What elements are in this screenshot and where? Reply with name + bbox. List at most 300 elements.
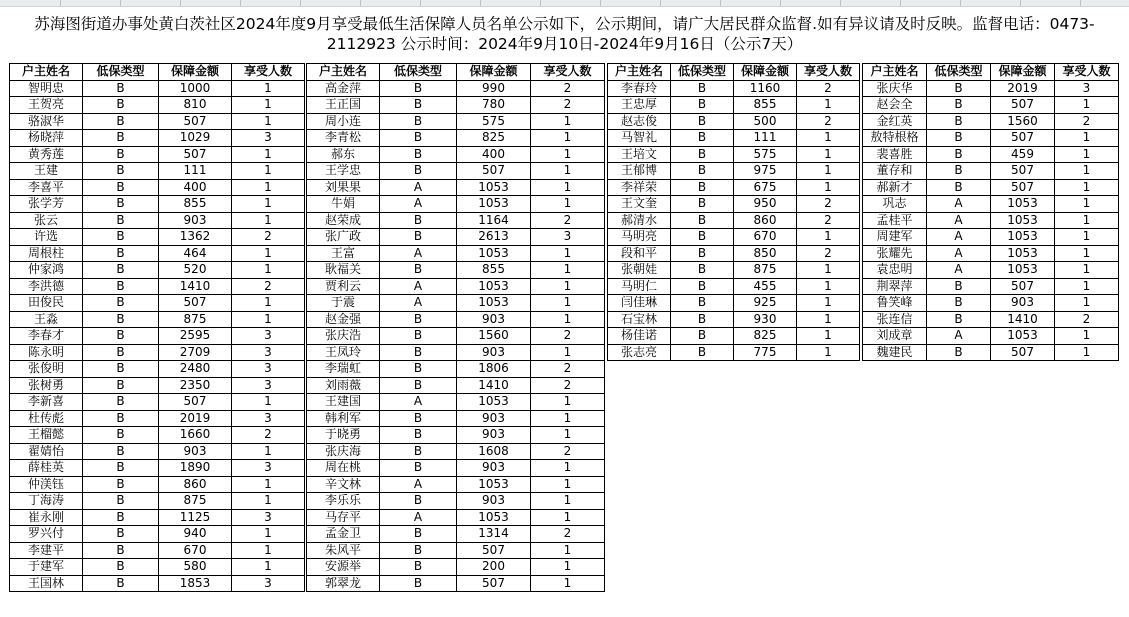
cell-name[interactable]: 鲁笑峰 bbox=[863, 295, 927, 312]
cell-count[interactable]: 1 bbox=[531, 394, 605, 411]
cell-count[interactable]: 1 bbox=[1055, 196, 1119, 213]
cell-type[interactable]: B bbox=[83, 427, 159, 444]
cell-count[interactable]: 1 bbox=[232, 493, 305, 510]
cell-amount[interactable]: 507 bbox=[991, 130, 1055, 147]
cell-count[interactable]: 1 bbox=[531, 476, 605, 493]
cell-type[interactable]: B bbox=[671, 311, 734, 328]
cell-amount[interactable]: 903 bbox=[457, 410, 531, 427]
cell-count[interactable]: 2 bbox=[1055, 311, 1119, 328]
cell-count[interactable]: 1 bbox=[797, 328, 860, 345]
cell-amount[interactable]: 903 bbox=[457, 493, 531, 510]
cell-type[interactable]: B bbox=[83, 460, 159, 477]
cell-type[interactable]: B bbox=[671, 344, 734, 361]
cell-type[interactable]: B bbox=[380, 229, 457, 246]
cell-amount[interactable]: 1053 bbox=[457, 509, 531, 526]
cell-name[interactable]: 金红英 bbox=[863, 113, 927, 130]
cell-amount[interactable]: 575 bbox=[457, 113, 531, 130]
cell-amount[interactable]: 507 bbox=[991, 278, 1055, 295]
cell-amount[interactable]: 520 bbox=[159, 262, 232, 279]
cell-name[interactable]: 张志亮 bbox=[608, 344, 671, 361]
cell-name[interactable]: 张庆华 bbox=[863, 80, 927, 97]
cell-name[interactable]: 李喜平 bbox=[10, 179, 83, 196]
cell-count[interactable]: 3 bbox=[1055, 80, 1119, 97]
cell-name[interactable]: 田俊民 bbox=[10, 295, 83, 312]
cell-amount[interactable]: 850 bbox=[734, 245, 797, 262]
cell-type[interactable]: B bbox=[83, 410, 159, 427]
cell-amount[interactable]: 1164 bbox=[457, 212, 531, 229]
cell-amount[interactable]: 507 bbox=[991, 163, 1055, 180]
cell-type[interactable]: B bbox=[380, 262, 457, 279]
cell-name[interactable]: 王凤玲 bbox=[307, 344, 380, 361]
cell-amount[interactable]: 507 bbox=[159, 113, 232, 130]
cell-count[interactable]: 1 bbox=[232, 212, 305, 229]
cell-amount[interactable]: 903 bbox=[457, 311, 531, 328]
cell-amount[interactable]: 875 bbox=[734, 262, 797, 279]
cell-count[interactable]: 2 bbox=[531, 328, 605, 345]
cell-type[interactable]: A bbox=[927, 328, 991, 345]
cell-type[interactable]: A bbox=[927, 196, 991, 213]
cell-count[interactable]: 1 bbox=[531, 179, 605, 196]
cell-count[interactable]: 1 bbox=[1055, 295, 1119, 312]
cell-count[interactable]: 1 bbox=[1055, 278, 1119, 295]
cell-type[interactable]: B bbox=[83, 361, 159, 378]
cell-name[interactable]: 董存和 bbox=[863, 163, 927, 180]
cell-type[interactable]: B bbox=[927, 113, 991, 130]
cell-type[interactable]: B bbox=[671, 130, 734, 147]
cell-name[interactable]: 安源举 bbox=[307, 559, 380, 576]
cell-count[interactable]: 1 bbox=[1055, 146, 1119, 163]
cell-count[interactable]: 2 bbox=[531, 443, 605, 460]
cell-amount[interactable]: 1314 bbox=[457, 526, 531, 543]
cell-type[interactable]: B bbox=[83, 97, 159, 114]
cell-count[interactable]: 1 bbox=[797, 229, 860, 246]
cell-count[interactable]: 1 bbox=[232, 113, 305, 130]
cell-name[interactable]: 王郁博 bbox=[608, 163, 671, 180]
cell-count[interactable]: 2 bbox=[797, 212, 860, 229]
cell-amount[interactable]: 1053 bbox=[457, 278, 531, 295]
cell-count[interactable]: 2 bbox=[232, 278, 305, 295]
cell-type[interactable]: B bbox=[83, 212, 159, 229]
cell-type[interactable]: B bbox=[927, 344, 991, 361]
cell-type[interactable]: B bbox=[380, 427, 457, 444]
cell-count[interactable]: 2 bbox=[531, 377, 605, 394]
cell-type[interactable]: B bbox=[380, 212, 457, 229]
cell-amount[interactable]: 875 bbox=[159, 311, 232, 328]
cell-count[interactable]: 1 bbox=[531, 295, 605, 312]
cell-amount[interactable]: 860 bbox=[734, 212, 797, 229]
cell-type[interactable]: B bbox=[83, 328, 159, 345]
cell-amount[interactable]: 575 bbox=[734, 146, 797, 163]
cell-count[interactable]: 1 bbox=[797, 262, 860, 279]
cell-name[interactable]: 王正国 bbox=[307, 97, 380, 114]
cell-amount[interactable]: 1410 bbox=[991, 311, 1055, 328]
cell-count[interactable]: 1 bbox=[531, 146, 605, 163]
cell-type[interactable]: B bbox=[83, 493, 159, 510]
cell-amount[interactable]: 1053 bbox=[991, 328, 1055, 345]
cell-name[interactable]: 张云 bbox=[10, 212, 83, 229]
cell-name[interactable]: 郝新才 bbox=[863, 179, 927, 196]
cell-count[interactable]: 3 bbox=[232, 130, 305, 147]
header-name[interactable]: 户主姓名 bbox=[307, 64, 380, 81]
cell-amount[interactable]: 507 bbox=[457, 542, 531, 559]
cell-amount[interactable]: 930 bbox=[734, 311, 797, 328]
cell-name[interactable]: 王国林 bbox=[10, 575, 83, 592]
cell-amount[interactable]: 825 bbox=[734, 328, 797, 345]
cell-type[interactable]: B bbox=[83, 113, 159, 130]
cell-amount[interactable]: 990 bbox=[457, 80, 531, 97]
cell-type[interactable]: B bbox=[83, 344, 159, 361]
cell-name[interactable]: 裴喜胜 bbox=[863, 146, 927, 163]
cell-amount[interactable]: 903 bbox=[159, 212, 232, 229]
cell-amount[interactable]: 507 bbox=[159, 394, 232, 411]
cell-type[interactable]: B bbox=[83, 575, 159, 592]
cell-count[interactable]: 1 bbox=[232, 559, 305, 576]
cell-name[interactable]: 于震 bbox=[307, 295, 380, 312]
cell-name[interactable]: 许选 bbox=[10, 229, 83, 246]
cell-count[interactable]: 1 bbox=[232, 80, 305, 97]
cell-count[interactable]: 3 bbox=[232, 328, 305, 345]
cell-type[interactable]: B bbox=[83, 377, 159, 394]
cell-amount[interactable]: 1362 bbox=[159, 229, 232, 246]
cell-amount[interactable]: 1053 bbox=[457, 394, 531, 411]
cell-type[interactable]: B bbox=[671, 196, 734, 213]
cell-name[interactable]: 于晓勇 bbox=[307, 427, 380, 444]
cell-type[interactable]: B bbox=[380, 80, 457, 97]
cell-amount[interactable]: 507 bbox=[457, 163, 531, 180]
cell-name[interactable]: 辛文林 bbox=[307, 476, 380, 493]
cell-name[interactable]: 王贺亮 bbox=[10, 97, 83, 114]
cell-amount[interactable]: 507 bbox=[159, 295, 232, 312]
cell-count[interactable]: 3 bbox=[232, 460, 305, 477]
cell-type[interactable]: B bbox=[83, 245, 159, 262]
cell-amount[interactable]: 464 bbox=[159, 245, 232, 262]
cell-type[interactable]: B bbox=[671, 278, 734, 295]
cell-amount[interactable]: 940 bbox=[159, 526, 232, 543]
cell-amount[interactable]: 903 bbox=[457, 460, 531, 477]
cell-name[interactable]: 智明忠 bbox=[10, 80, 83, 97]
cell-amount[interactable]: 670 bbox=[159, 542, 232, 559]
cell-name[interactable]: 张树勇 bbox=[10, 377, 83, 394]
cell-type[interactable]: B bbox=[83, 278, 159, 295]
cell-type[interactable]: B bbox=[83, 509, 159, 526]
cell-count[interactable]: 1 bbox=[797, 146, 860, 163]
cell-type[interactable]: B bbox=[671, 163, 734, 180]
cell-type[interactable]: B bbox=[671, 229, 734, 246]
cell-amount[interactable]: 2613 bbox=[457, 229, 531, 246]
cell-count[interactable]: 1 bbox=[232, 262, 305, 279]
cell-type[interactable]: B bbox=[671, 295, 734, 312]
cell-type[interactable]: B bbox=[671, 80, 734, 97]
header-amount[interactable]: 保障金额 bbox=[159, 64, 232, 81]
cell-count[interactable]: 2 bbox=[531, 526, 605, 543]
cell-count[interactable]: 1 bbox=[232, 476, 305, 493]
cell-amount[interactable]: 455 bbox=[734, 278, 797, 295]
cell-count[interactable]: 3 bbox=[232, 575, 305, 592]
cell-amount[interactable]: 111 bbox=[159, 163, 232, 180]
cell-name[interactable]: 丁海涛 bbox=[10, 493, 83, 510]
cell-amount[interactable]: 1053 bbox=[457, 476, 531, 493]
cell-type[interactable]: B bbox=[83, 394, 159, 411]
cell-amount[interactable]: 925 bbox=[734, 295, 797, 312]
cell-amount[interactable]: 1806 bbox=[457, 361, 531, 378]
cell-name[interactable]: 王建 bbox=[10, 163, 83, 180]
cell-name[interactable]: 赵会全 bbox=[863, 97, 927, 114]
cell-name[interactable]: 罗兴付 bbox=[10, 526, 83, 543]
cell-name[interactable]: 李瑞虹 bbox=[307, 361, 380, 378]
cell-type[interactable]: A bbox=[927, 212, 991, 229]
cell-name[interactable]: 高金萍 bbox=[307, 80, 380, 97]
cell-count[interactable]: 1 bbox=[531, 410, 605, 427]
cell-amount[interactable]: 810 bbox=[159, 97, 232, 114]
cell-count[interactable]: 1 bbox=[232, 196, 305, 213]
cell-type[interactable]: B bbox=[83, 443, 159, 460]
cell-amount[interactable]: 1053 bbox=[991, 262, 1055, 279]
cell-amount[interactable]: 2595 bbox=[159, 328, 232, 345]
cell-amount[interactable]: 975 bbox=[734, 163, 797, 180]
cell-amount[interactable]: 780 bbox=[457, 97, 531, 114]
cell-count[interactable]: 1 bbox=[797, 163, 860, 180]
cell-count[interactable]: 1 bbox=[1055, 262, 1119, 279]
cell-count[interactable]: 1 bbox=[1055, 328, 1119, 345]
cell-name[interactable]: 马明亮 bbox=[608, 229, 671, 246]
cell-name[interactable]: 崔永刚 bbox=[10, 509, 83, 526]
cell-count[interactable]: 1 bbox=[531, 542, 605, 559]
cell-amount[interactable]: 903 bbox=[457, 344, 531, 361]
cell-type[interactable]: B bbox=[83, 559, 159, 576]
cell-count[interactable]: 1 bbox=[1055, 179, 1119, 196]
cell-count[interactable]: 1 bbox=[1055, 130, 1119, 147]
cell-type[interactable]: B bbox=[380, 113, 457, 130]
cell-type[interactable]: A bbox=[380, 179, 457, 196]
cell-type[interactable]: B bbox=[83, 526, 159, 543]
cell-type[interactable]: B bbox=[380, 328, 457, 345]
cell-amount[interactable]: 580 bbox=[159, 559, 232, 576]
cell-type[interactable]: B bbox=[927, 179, 991, 196]
cell-count[interactable]: 2 bbox=[797, 196, 860, 213]
cell-amount[interactable]: 1890 bbox=[159, 460, 232, 477]
cell-name[interactable]: 薛桂英 bbox=[10, 460, 83, 477]
cell-name[interactable]: 陈永明 bbox=[10, 344, 83, 361]
cell-name[interactable]: 于建军 bbox=[10, 559, 83, 576]
cell-amount[interactable]: 775 bbox=[734, 344, 797, 361]
cell-count[interactable]: 1 bbox=[531, 460, 605, 477]
cell-type[interactable]: B bbox=[83, 542, 159, 559]
cell-name[interactable]: 骆淑华 bbox=[10, 113, 83, 130]
header-name[interactable]: 户主姓名 bbox=[863, 64, 927, 81]
cell-type[interactable]: B bbox=[380, 542, 457, 559]
cell-type[interactable]: B bbox=[671, 179, 734, 196]
cell-name[interactable]: 赵志俊 bbox=[608, 113, 671, 130]
cell-count[interactable]: 1 bbox=[232, 97, 305, 114]
cell-amount[interactable]: 675 bbox=[734, 179, 797, 196]
cell-amount[interactable]: 1053 bbox=[991, 245, 1055, 262]
header-amount[interactable]: 保障金额 bbox=[991, 64, 1055, 81]
cell-name[interactable]: 巩志 bbox=[863, 196, 927, 213]
cell-type[interactable]: A bbox=[380, 278, 457, 295]
cell-name[interactable]: 张学芳 bbox=[10, 196, 83, 213]
cell-count[interactable]: 2 bbox=[232, 427, 305, 444]
cell-type[interactable]: B bbox=[380, 526, 457, 543]
cell-type[interactable]: A bbox=[380, 394, 457, 411]
cell-type[interactable]: B bbox=[83, 262, 159, 279]
cell-name[interactable]: 孟桂平 bbox=[863, 212, 927, 229]
cell-amount[interactable]: 111 bbox=[734, 130, 797, 147]
header-type[interactable]: 低保类型 bbox=[83, 64, 159, 81]
cell-type[interactable]: B bbox=[671, 212, 734, 229]
cell-type[interactable]: B bbox=[83, 229, 159, 246]
cell-count[interactable]: 1 bbox=[797, 295, 860, 312]
cell-count[interactable]: 1 bbox=[531, 344, 605, 361]
cell-type[interactable]: B bbox=[83, 146, 159, 163]
cell-name[interactable]: 张连信 bbox=[863, 311, 927, 328]
cell-name[interactable]: 周在桃 bbox=[307, 460, 380, 477]
cell-type[interactable]: B bbox=[83, 80, 159, 97]
cell-amount[interactable]: 200 bbox=[457, 559, 531, 576]
cell-type[interactable]: B bbox=[927, 311, 991, 328]
cell-count[interactable]: 1 bbox=[1055, 163, 1119, 180]
cell-amount[interactable]: 875 bbox=[159, 493, 232, 510]
cell-name[interactable]: 马存平 bbox=[307, 509, 380, 526]
cell-type[interactable]: B bbox=[380, 361, 457, 378]
cell-name[interactable]: 仲渼钰 bbox=[10, 476, 83, 493]
cell-count[interactable]: 1 bbox=[232, 311, 305, 328]
cell-amount[interactable]: 855 bbox=[159, 196, 232, 213]
cell-amount[interactable]: 1053 bbox=[457, 295, 531, 312]
cell-name[interactable]: 刘成章 bbox=[863, 328, 927, 345]
cell-type[interactable]: B bbox=[380, 443, 457, 460]
cell-name[interactable]: 周小连 bbox=[307, 113, 380, 130]
cell-count[interactable]: 1 bbox=[797, 97, 860, 114]
cell-name[interactable]: 张耀先 bbox=[863, 245, 927, 262]
cell-count[interactable]: 1 bbox=[531, 278, 605, 295]
cell-name[interactable]: 李洪德 bbox=[10, 278, 83, 295]
cell-amount[interactable]: 1410 bbox=[159, 278, 232, 295]
cell-amount[interactable]: 2350 bbox=[159, 377, 232, 394]
cell-name[interactable]: 王榴懿 bbox=[10, 427, 83, 444]
cell-type[interactable]: B bbox=[380, 163, 457, 180]
cell-type[interactable]: A bbox=[380, 295, 457, 312]
cell-count[interactable]: 1 bbox=[232, 526, 305, 543]
cell-count[interactable]: 1 bbox=[1055, 97, 1119, 114]
cell-name[interactable]: 刘雨薇 bbox=[307, 377, 380, 394]
cell-name[interactable]: 王培文 bbox=[608, 146, 671, 163]
cell-amount[interactable]: 507 bbox=[457, 575, 531, 592]
cell-type[interactable]: B bbox=[927, 278, 991, 295]
cell-type[interactable]: B bbox=[380, 575, 457, 592]
cell-name[interactable]: 马智礼 bbox=[608, 130, 671, 147]
cell-name[interactable]: 刘果果 bbox=[307, 179, 380, 196]
cell-amount[interactable]: 507 bbox=[159, 146, 232, 163]
cell-amount[interactable]: 1660 bbox=[159, 427, 232, 444]
cell-name[interactable]: 杨晓萍 bbox=[10, 130, 83, 147]
cell-amount[interactable]: 1125 bbox=[159, 509, 232, 526]
cell-count[interactable]: 1 bbox=[232, 163, 305, 180]
header-type[interactable]: 低保类型 bbox=[380, 64, 457, 81]
cell-count[interactable]: 1 bbox=[232, 146, 305, 163]
cell-type[interactable]: B bbox=[927, 146, 991, 163]
cell-name[interactable]: 周根柱 bbox=[10, 245, 83, 262]
cell-amount[interactable]: 507 bbox=[991, 97, 1055, 114]
cell-type[interactable]: B bbox=[671, 113, 734, 130]
cell-count[interactable]: 1 bbox=[232, 245, 305, 262]
cell-type[interactable]: B bbox=[83, 295, 159, 312]
cell-amount[interactable]: 1853 bbox=[159, 575, 232, 592]
cell-name[interactable]: 郝清水 bbox=[608, 212, 671, 229]
cell-name[interactable]: 张庆浩 bbox=[307, 328, 380, 345]
cell-name[interactable]: 李青松 bbox=[307, 130, 380, 147]
cell-count[interactable]: 2 bbox=[797, 113, 860, 130]
cell-type[interactable]: B bbox=[83, 476, 159, 493]
cell-amount[interactable]: 1053 bbox=[991, 212, 1055, 229]
cell-type[interactable]: B bbox=[927, 97, 991, 114]
cell-amount[interactable]: 1410 bbox=[457, 377, 531, 394]
cell-amount[interactable]: 855 bbox=[457, 262, 531, 279]
cell-count[interactable]: 1 bbox=[531, 196, 605, 213]
cell-amount[interactable]: 1029 bbox=[159, 130, 232, 147]
cell-count[interactable]: 1 bbox=[232, 179, 305, 196]
cell-amount[interactable]: 2709 bbox=[159, 344, 232, 361]
cell-count[interactable]: 1 bbox=[531, 559, 605, 576]
cell-name[interactable]: 杜传彪 bbox=[10, 410, 83, 427]
cell-amount[interactable]: 1053 bbox=[991, 229, 1055, 246]
cell-count[interactable]: 1 bbox=[797, 344, 860, 361]
cell-type[interactable]: B bbox=[671, 328, 734, 345]
cell-name[interactable]: 朱风平 bbox=[307, 542, 380, 559]
header-name[interactable]: 户主姓名 bbox=[10, 64, 83, 81]
cell-amount[interactable]: 950 bbox=[734, 196, 797, 213]
cell-name[interactable]: 赵金强 bbox=[307, 311, 380, 328]
cell-amount[interactable]: 1560 bbox=[457, 328, 531, 345]
cell-name[interactable]: 魏建民 bbox=[863, 344, 927, 361]
cell-name[interactable]: 马明仁 bbox=[608, 278, 671, 295]
cell-name[interactable]: 张广政 bbox=[307, 229, 380, 246]
cell-count[interactable]: 3 bbox=[232, 344, 305, 361]
cell-count[interactable]: 2 bbox=[531, 361, 605, 378]
cell-type[interactable]: B bbox=[380, 460, 457, 477]
cell-name[interactable]: 荆翠萍 bbox=[863, 278, 927, 295]
cell-amount[interactable]: 500 bbox=[734, 113, 797, 130]
cell-count[interactable]: 1 bbox=[531, 311, 605, 328]
cell-amount[interactable]: 507 bbox=[991, 179, 1055, 196]
cell-count[interactable]: 1 bbox=[797, 311, 860, 328]
cell-type[interactable]: B bbox=[380, 311, 457, 328]
header-type[interactable]: 低保类型 bbox=[927, 64, 991, 81]
cell-amount[interactable]: 400 bbox=[457, 146, 531, 163]
cell-name[interactable]: 石宝林 bbox=[608, 311, 671, 328]
header-count[interactable]: 享受人数 bbox=[531, 64, 605, 81]
cell-type[interactable]: B bbox=[671, 262, 734, 279]
cell-name[interactable]: 郭翠龙 bbox=[307, 575, 380, 592]
cell-name[interactable]: 王富 bbox=[307, 245, 380, 262]
cell-amount[interactable]: 825 bbox=[457, 130, 531, 147]
cell-name[interactable]: 段和平 bbox=[608, 245, 671, 262]
cell-count[interactable]: 1 bbox=[797, 130, 860, 147]
cell-count[interactable]: 3 bbox=[232, 410, 305, 427]
cell-name[interactable]: 杨佳诺 bbox=[608, 328, 671, 345]
cell-type[interactable]: A bbox=[927, 229, 991, 246]
header-count[interactable]: 享受人数 bbox=[1055, 64, 1119, 81]
cell-name[interactable]: 黄秀莲 bbox=[10, 146, 83, 163]
cell-amount[interactable]: 1608 bbox=[457, 443, 531, 460]
cell-amount[interactable]: 1053 bbox=[457, 245, 531, 262]
cell-amount[interactable]: 507 bbox=[991, 344, 1055, 361]
cell-name[interactable]: 王淼 bbox=[10, 311, 83, 328]
cell-name[interactable]: 王学忠 bbox=[307, 163, 380, 180]
cell-amount[interactable]: 1053 bbox=[991, 196, 1055, 213]
cell-name[interactable]: 周建军 bbox=[863, 229, 927, 246]
cell-type[interactable]: B bbox=[380, 146, 457, 163]
cell-amount[interactable]: 1053 bbox=[457, 196, 531, 213]
